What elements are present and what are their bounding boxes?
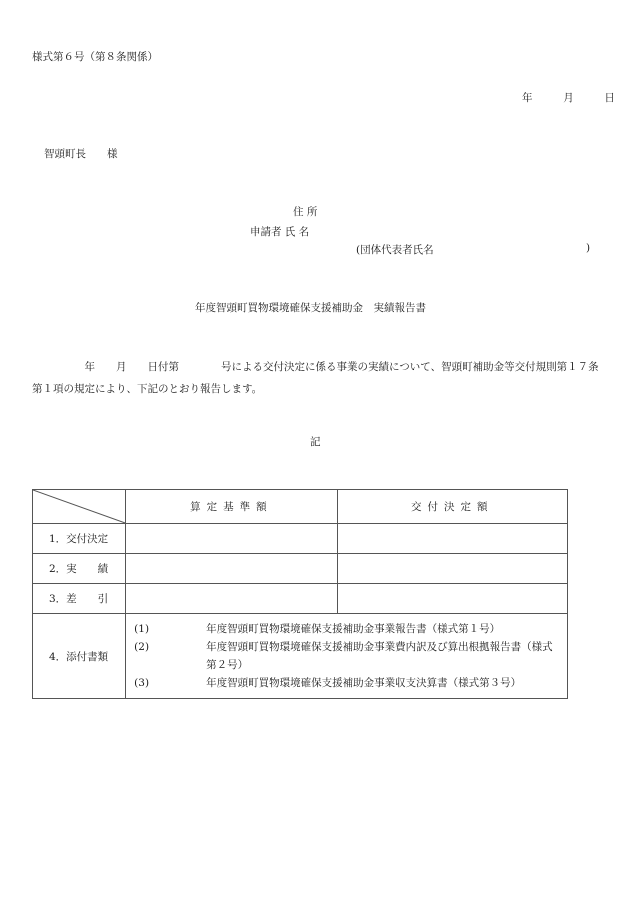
attachment-number: (1) (134, 623, 150, 635)
attachment-number: (3) (134, 677, 150, 689)
form-number: 様式第６号（第８条関係） (32, 51, 158, 63)
representative-close: ) (586, 242, 591, 254)
row-label: 1．交付決定 (33, 524, 126, 554)
col-header-decision-amount: 交付決定額 (337, 490, 567, 524)
table-row (33, 524, 568, 554)
base-amount-cell[interactable] (126, 554, 337, 584)
base-amount-cell[interactable] (126, 584, 337, 614)
document-title: 年度智頭町買物環境確保支援補助金 実績報告書 (195, 302, 426, 314)
date-day: 日 (604, 92, 615, 104)
date-year: 年 (522, 92, 533, 104)
diagonal-header-cell (33, 490, 126, 524)
report-table (32, 489, 568, 699)
address-label: 住 所 (293, 206, 318, 218)
date-line (522, 90, 615, 105)
attachment-text: 年度智頭町買物環境確保支援補助金事業収支決算書（様式第３号） (206, 677, 522, 689)
attachment-number: (2) (134, 641, 150, 653)
attachment-item (134, 620, 559, 638)
representative-label: (団体代表者氏名 (356, 244, 434, 256)
attachment-text: 年度智頭町買物環境確保支援補助金事業費内訳及び算出根拠報告書（様式第２号） (206, 641, 553, 671)
row-label: 2．実 績 (33, 554, 126, 584)
attachments-label: 4．添付書類 (33, 614, 126, 699)
addressee: 智頭町長 様 (44, 148, 118, 160)
ki-heading: 記 (310, 436, 321, 448)
attachment-item (134, 674, 559, 692)
attachments-row (33, 614, 568, 699)
table-row (33, 584, 568, 614)
table-header-row (33, 490, 568, 524)
attachments-list (126, 614, 568, 699)
attachment-item (134, 638, 559, 674)
decision-amount-cell[interactable] (337, 524, 567, 554)
date-month: 月 (563, 92, 574, 104)
table-row (33, 554, 568, 584)
base-amount-cell[interactable] (126, 524, 337, 554)
col-header-base-amount: 算定基準額 (126, 490, 337, 524)
diagonal-line (33, 490, 125, 523)
applicant-name-label: 申請者 氏 名 (250, 226, 310, 238)
decision-amount-cell[interactable] (337, 584, 567, 614)
body-paragraph: 年 月 日付第 号による交付決定に係る事業の実績について、智頭町補助金等交付規則第１７条第１項の規定により、下記のとおり報告します。 (32, 361, 599, 395)
attachment-text: 年度智頭町買物環境確保支援補助金事業報告書（様式第１号） (206, 623, 501, 635)
decision-amount-cell[interactable] (337, 554, 567, 584)
row-label: 3．差 引 (33, 584, 126, 614)
